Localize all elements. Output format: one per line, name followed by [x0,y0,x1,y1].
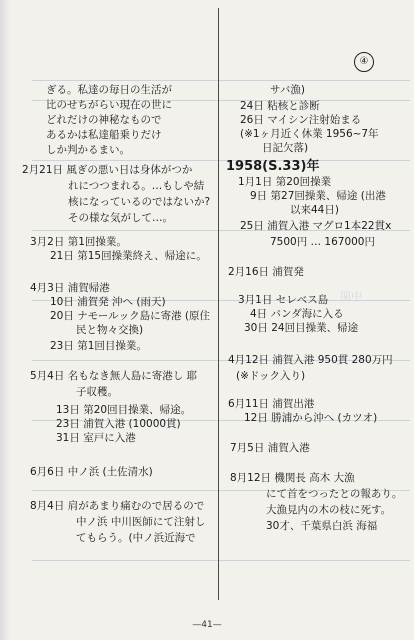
page-number-footer: —41— [192,620,222,630]
diary-entry: 25日 浦賀入港 マグロ1本22貫x [240,220,392,232]
diary-entry: 2月16日 浦賀発 [228,266,304,278]
diary-line: 子収穫。 [76,386,118,398]
diary-line: (※1ヶ月近く休業 1956~7年 [240,128,379,140]
ruling-line [32,560,410,561]
diary-line: しか判かるまい。 [46,144,130,156]
diary-line: (※ドック入り) [236,370,306,382]
diary-line: てもらう。(中ノ浜近海で [76,532,196,544]
diary-entry: 12日 勝浦から沖へ (カツオ) [244,412,378,424]
diary-entry: 9日 第27回操業、帰途 (出港 [250,190,386,202]
diary-entry: 30日 24回目操業、帰途 [244,322,359,334]
diary-line: あるかは私達船乗りだけ [46,129,162,141]
diary-line: にて首をつったとの報あり。 [266,488,403,500]
diary-line: 日記欠落) [262,142,309,154]
diary-line: ぎる。私達の毎日の生活が [46,84,172,96]
ruling-line [32,80,410,81]
diary-line: 中ノ浜 中川医師にて注射し [76,516,206,528]
diary-line: サバ漁) [270,84,305,96]
diary-entry: 8月12日 機関長 高木 大漁 [230,472,355,484]
diary-entry: 4日 バンダ海に入る [250,308,344,320]
diary-entry: 4月12日 浦賀入港 950貫 280万円 [228,354,393,366]
diary-entry: 23日 第1回目操業。 [50,340,147,352]
diary-line: 30才、千葉県白浜 海福 [266,520,378,532]
diary-line: 比のせちがらい現在の世に [46,99,172,111]
diary-line: 核になっているのではないか? [68,196,211,208]
column-divider [218,8,219,600]
diary-line: その様な気がして…。 [68,212,173,224]
diary-entry: 8月4日 肩があまり痛むので居るので [30,500,205,512]
diary-entry: 20日 ナモールック島に寄港 (原住 [50,310,211,322]
year-heading: 1958(S.33)年 [226,159,320,174]
show-through-text: 関中 [340,290,362,303]
diary-entry: 4月3日 浦賀帰港 [30,282,110,294]
diary-line: れにつつまれる。…もしや結 [68,180,205,192]
diary-line: 7500円 … 167000円 [270,236,375,248]
ruling-line [32,160,410,161]
diary-entry: 3月2日 第1回操業。 [30,236,127,248]
diary-entry: 3月1日 セレベス島 [238,294,329,306]
circled-page-number: ④ [354,52,374,72]
diary-entry: 23日 浦賀入港 (10000貫) [56,418,181,430]
diary-entry: 2月21日 風ぎの悪い日は身体がつか [22,164,193,176]
diary-line: どれだけの神秘なもので [46,114,162,126]
diary-entry: 10日 浦賀発 沖へ (雨天) [50,296,166,308]
diary-entry: 1月1日 第20回操業 [238,176,332,188]
diary-line: 大漁見内の木の枝に死す。 [266,504,392,516]
binding-shadow [0,0,10,640]
diary-entry: 31日 室戸に入港 [56,432,136,444]
diary-entry: 7月5日 浦賀入港 [230,442,310,454]
diary-entry: 5月4日 名もなき無人島に寄港し 耶 [30,370,198,382]
diary-entry: 13日 第20回目操業、帰途。 [56,404,192,416]
diary-entry: 6月6日 中ノ浜 (土佐清水) [30,466,153,478]
diary-line: 民と物々交換) [76,324,144,336]
diary-line: 以来44日) [290,204,339,216]
diary-entry: 21日 第15回操業終え、帰途に。 [50,250,207,262]
diary-entry: 26日 マイシン注射始まる [240,114,362,126]
diary-entry: 24日 粘核と診断 [240,100,320,112]
diary-entry: 6月11日 浦賀出港 [228,398,315,410]
